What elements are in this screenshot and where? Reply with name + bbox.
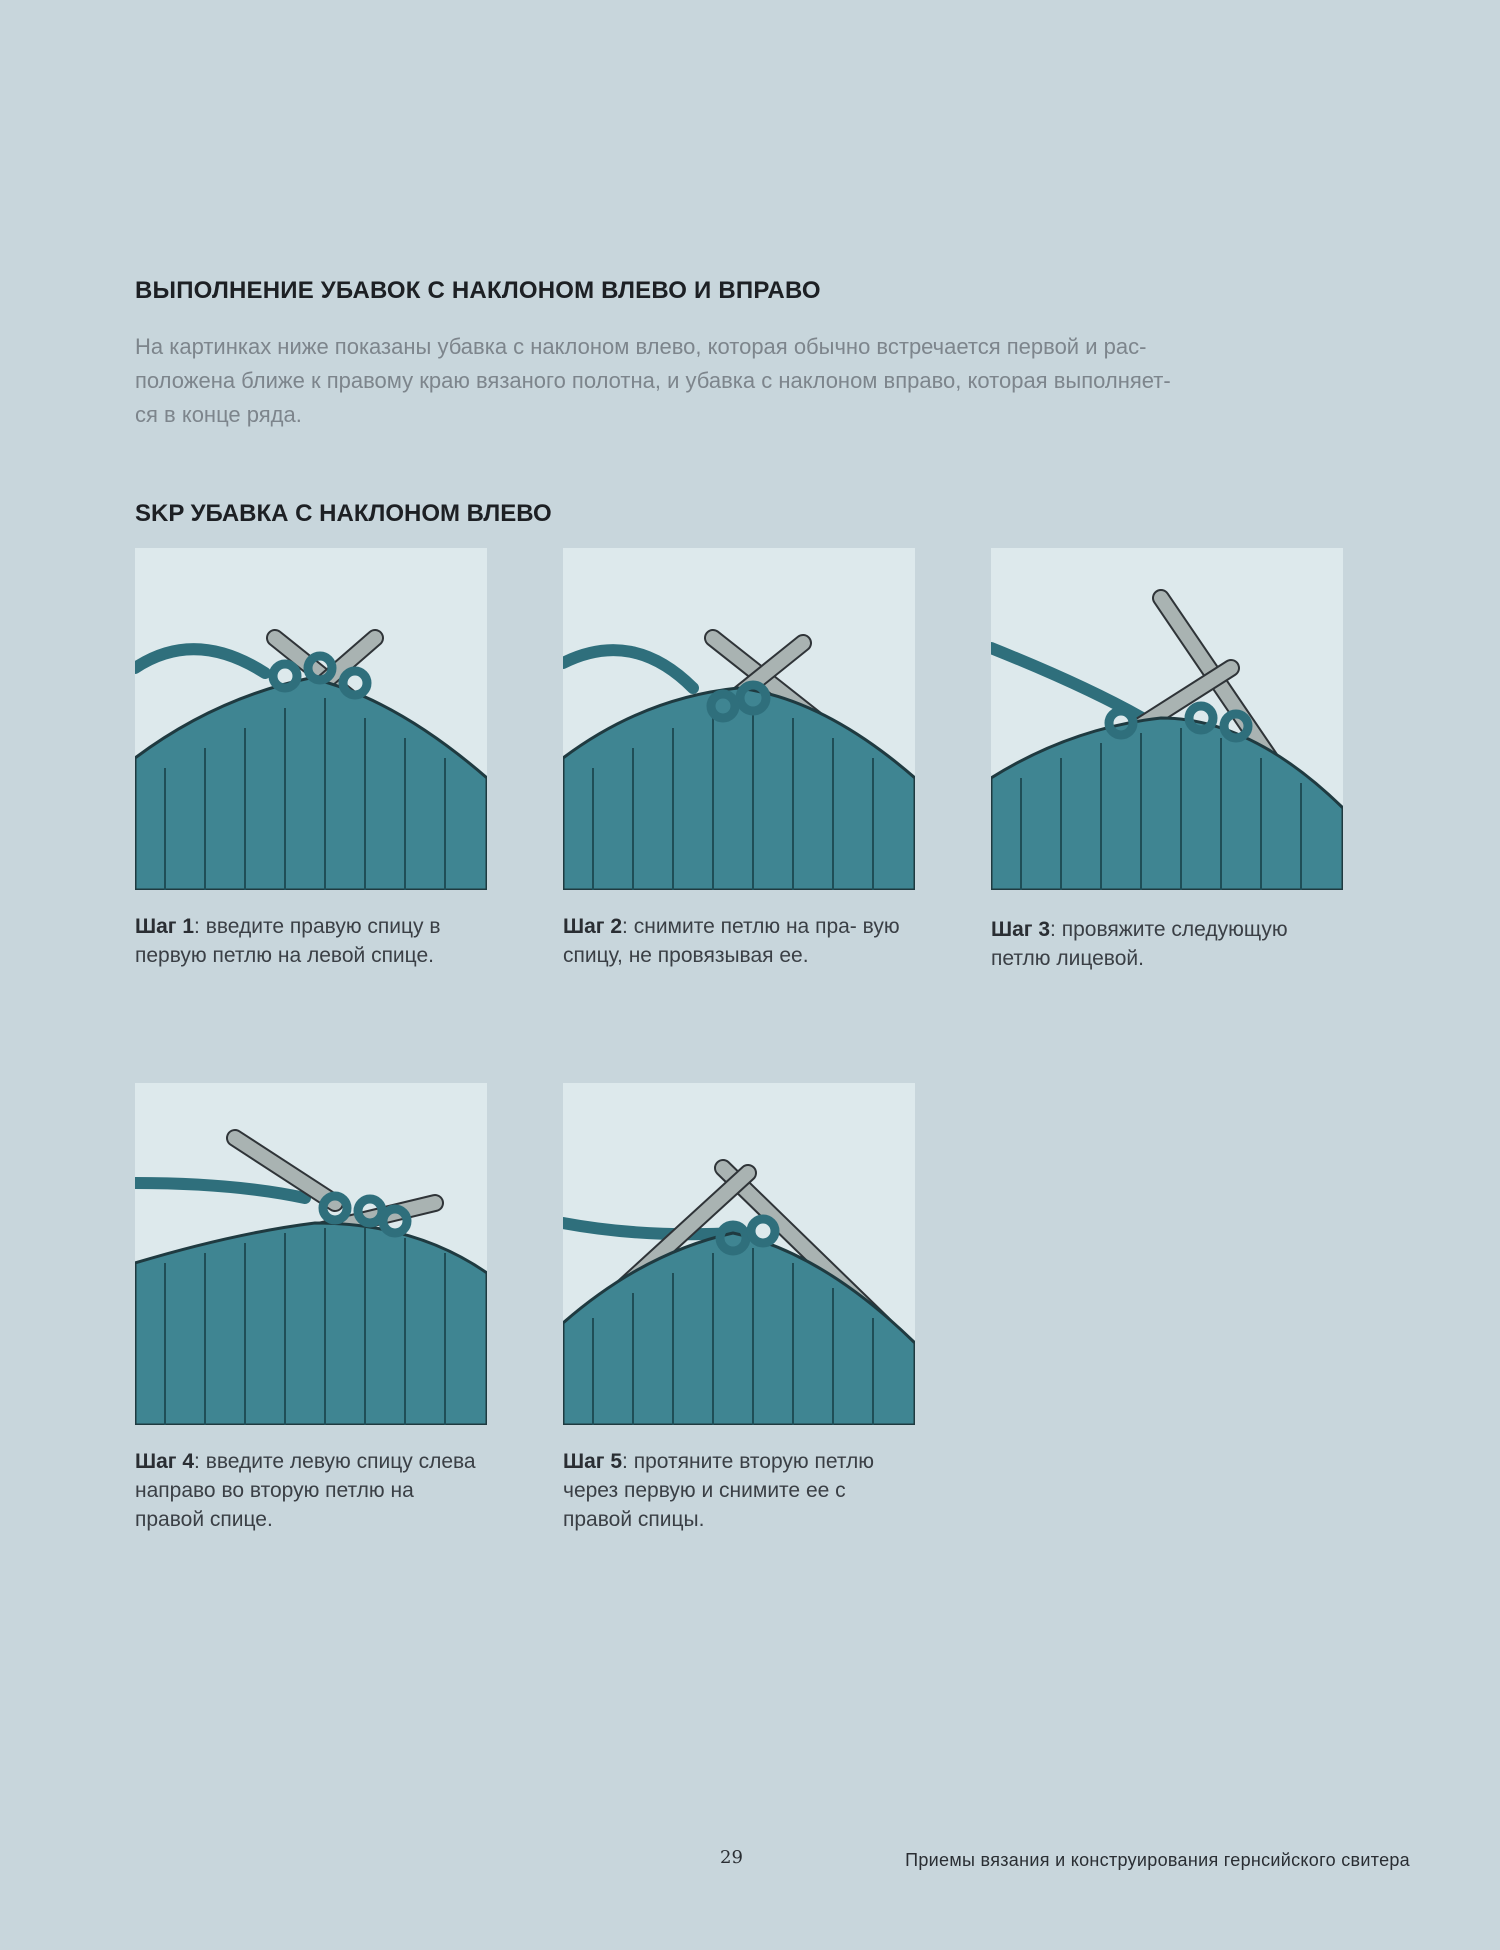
- step-caption: [135, 912, 487, 970]
- step-card: [563, 548, 915, 970]
- intro-line: положена ближе к правому краю вязаного полотна, и убавка с наклоном вправо, которая выполняет-: [135, 368, 1171, 393]
- step-caption: [563, 912, 915, 970]
- knitting-illustration: [563, 548, 915, 890]
- step-text: : введите правую спицу в первую петлю на левой спице.: [135, 915, 441, 967]
- step-text: : протяните вторую петлю через первую и снимите ее с правой спицы.: [563, 1450, 874, 1531]
- knitting-illustration: [135, 548, 487, 890]
- page-number: 29: [720, 1847, 743, 1868]
- subsection-heading: SKP УБАВКА С НАКЛОНОМ ВЛЕВО: [135, 500, 552, 527]
- knitting-illustration: [563, 1083, 915, 1425]
- step-label: Шаг 2: [563, 915, 623, 938]
- step-card: [135, 548, 487, 970]
- step-caption: [135, 1447, 487, 1534]
- step-caption: [991, 915, 1343, 973]
- intro-line: ся в конце ряда.: [135, 402, 302, 427]
- intro-line: На картинках ниже показаны убавка с наклоном влево, которая обычно встречается первой и рас-: [135, 334, 1147, 359]
- knitting-illustration: [991, 548, 1343, 890]
- step-card: [563, 1083, 915, 1534]
- knitting-illustration: [135, 1083, 487, 1425]
- step-label: Шаг 5: [563, 1450, 623, 1473]
- step-text: : провяжите следующую петлю лицевой.: [991, 918, 1288, 970]
- section-heading: ВЫПОЛНЕНИЕ УБАВОК С НАКЛОНОМ ВЛЕВО И ВПРАВО: [135, 277, 821, 304]
- running-title: Приемы вязания и конструирования гернсийского свитера: [905, 1850, 1410, 1870]
- step-card: [991, 548, 1343, 973]
- intro-paragraph: [135, 330, 1355, 432]
- step-label: Шаг 1: [135, 915, 195, 938]
- step-text: : введите левую спицу слева направо во вторую петлю на правой спице.: [135, 1450, 476, 1531]
- step-label: Шаг 3: [991, 918, 1051, 941]
- step-caption: [563, 1447, 915, 1534]
- step-label: Шаг 4: [135, 1450, 195, 1473]
- step-text: : снимите петлю на пра- вую спицу, не провязывая ее.: [563, 915, 900, 967]
- step-card: [135, 1083, 487, 1534]
